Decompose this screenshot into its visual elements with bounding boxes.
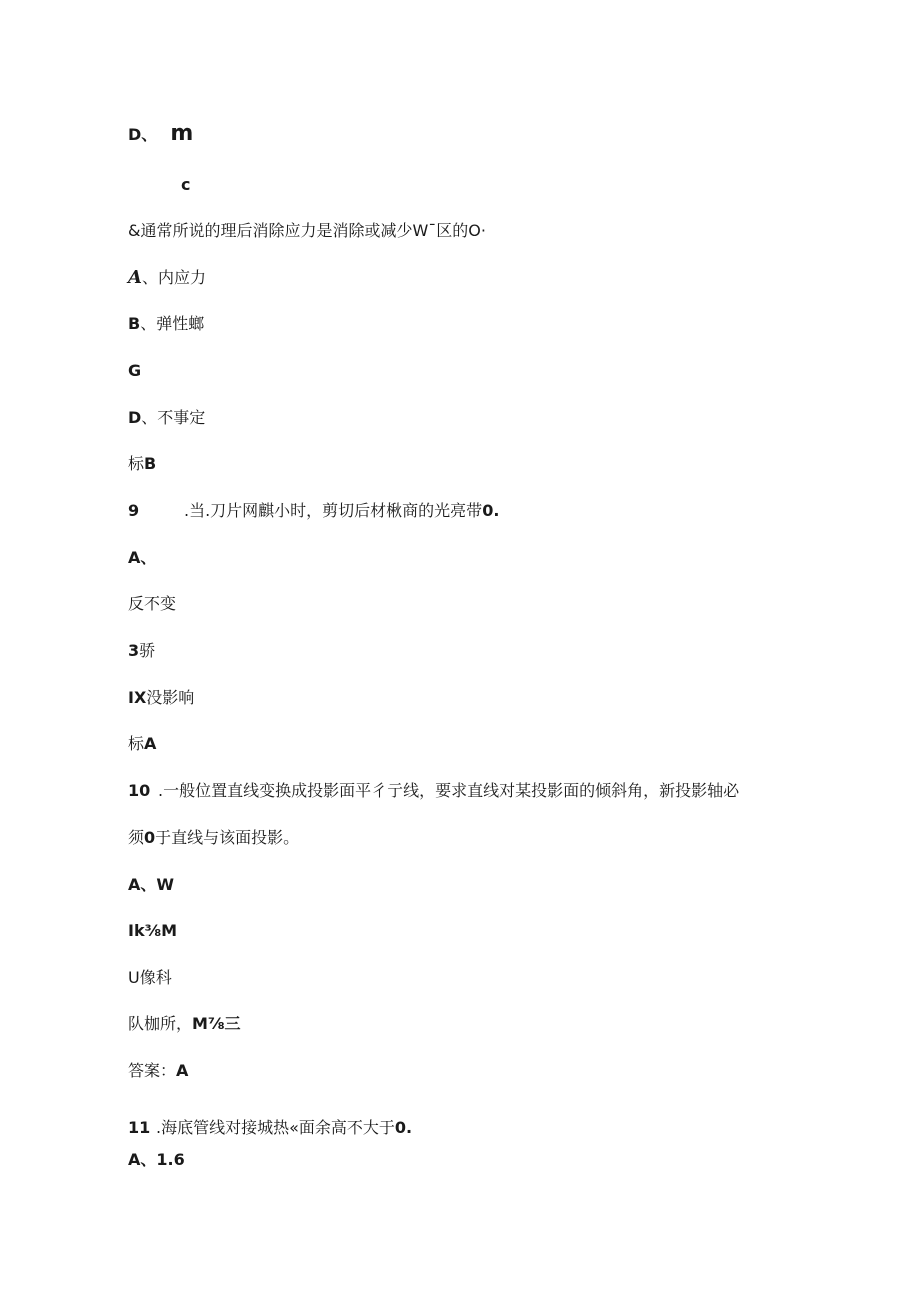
option-text: 、弹性螂: [140, 314, 205, 333]
option-label: A: [128, 267, 142, 288]
option-text: 队枷所，: [128, 1014, 193, 1033]
question-blank: 0: [144, 828, 156, 847]
option-label: IX: [128, 688, 147, 707]
question-blank: 0.: [482, 501, 500, 520]
option-label: B: [128, 314, 141, 333]
option-text: M⅞三: [192, 1014, 241, 1033]
stray-text: c: [181, 175, 191, 194]
option-a-line: [128, 268, 206, 288]
option-label: 3: [128, 641, 140, 660]
question-11: [128, 1118, 412, 1138]
option-d-line: [128, 121, 194, 146]
answer-line: [128, 734, 156, 754]
option-a-line: A、: [128, 548, 157, 567]
answer-line: [128, 454, 156, 474]
question-10-continued: [128, 828, 299, 848]
option-text: 、内应力: [141, 268, 206, 287]
answer-label: 标: [128, 734, 145, 753]
option-text: 没影响: [146, 688, 195, 707]
question-8: &通常所说的理后消除应力是消除或减少W¯区的O·: [128, 221, 486, 240]
question-9: [128, 501, 499, 521]
question-text: .一般位置直线变换成投影面平彳亍线，要求直线对某投影面的倾斜角，新投影轴必: [158, 781, 740, 800]
option-c-line: [128, 688, 194, 708]
question-number: 9: [128, 501, 140, 520]
option-b-line: [128, 314, 204, 334]
option-text-line: 反不变: [128, 594, 177, 613]
question-number: 10: [128, 781, 151, 800]
option-text: 骄: [139, 641, 156, 660]
answer-label: 标: [128, 454, 145, 473]
answer-label: 答案：: [128, 1061, 177, 1080]
option-a-line: A、1.6: [128, 1150, 185, 1169]
question-text: .海底管线对接城热«面余高不大于: [156, 1118, 395, 1137]
option-d-line: [128, 408, 205, 428]
question-text: 须: [128, 828, 145, 847]
question-10: [128, 781, 739, 801]
option-c-line: U像科: [128, 968, 172, 987]
option-label: D、: [128, 125, 158, 144]
question-number: 11: [128, 1118, 151, 1137]
option-a-line: A、W: [128, 875, 175, 894]
question-text: 于直线与该面投影。: [155, 828, 300, 847]
option-c-line: G: [128, 361, 142, 380]
option-b-line: [128, 641, 155, 661]
option-b-line: Ik⅜M: [128, 921, 178, 940]
option-text: 、不事定: [141, 408, 206, 427]
question-blank: 0.: [394, 1118, 413, 1137]
option-d-line: [128, 1014, 241, 1034]
question-text: .当.刀片网麒小时，剪切后材楸商的光亮带: [184, 501, 483, 520]
answer-value: A: [176, 1061, 189, 1080]
answer-value: A: [144, 734, 157, 753]
answer-line: [128, 1061, 188, 1081]
option-text: m: [170, 121, 194, 146]
answer-value: B: [144, 454, 157, 473]
option-label: D: [128, 408, 142, 427]
